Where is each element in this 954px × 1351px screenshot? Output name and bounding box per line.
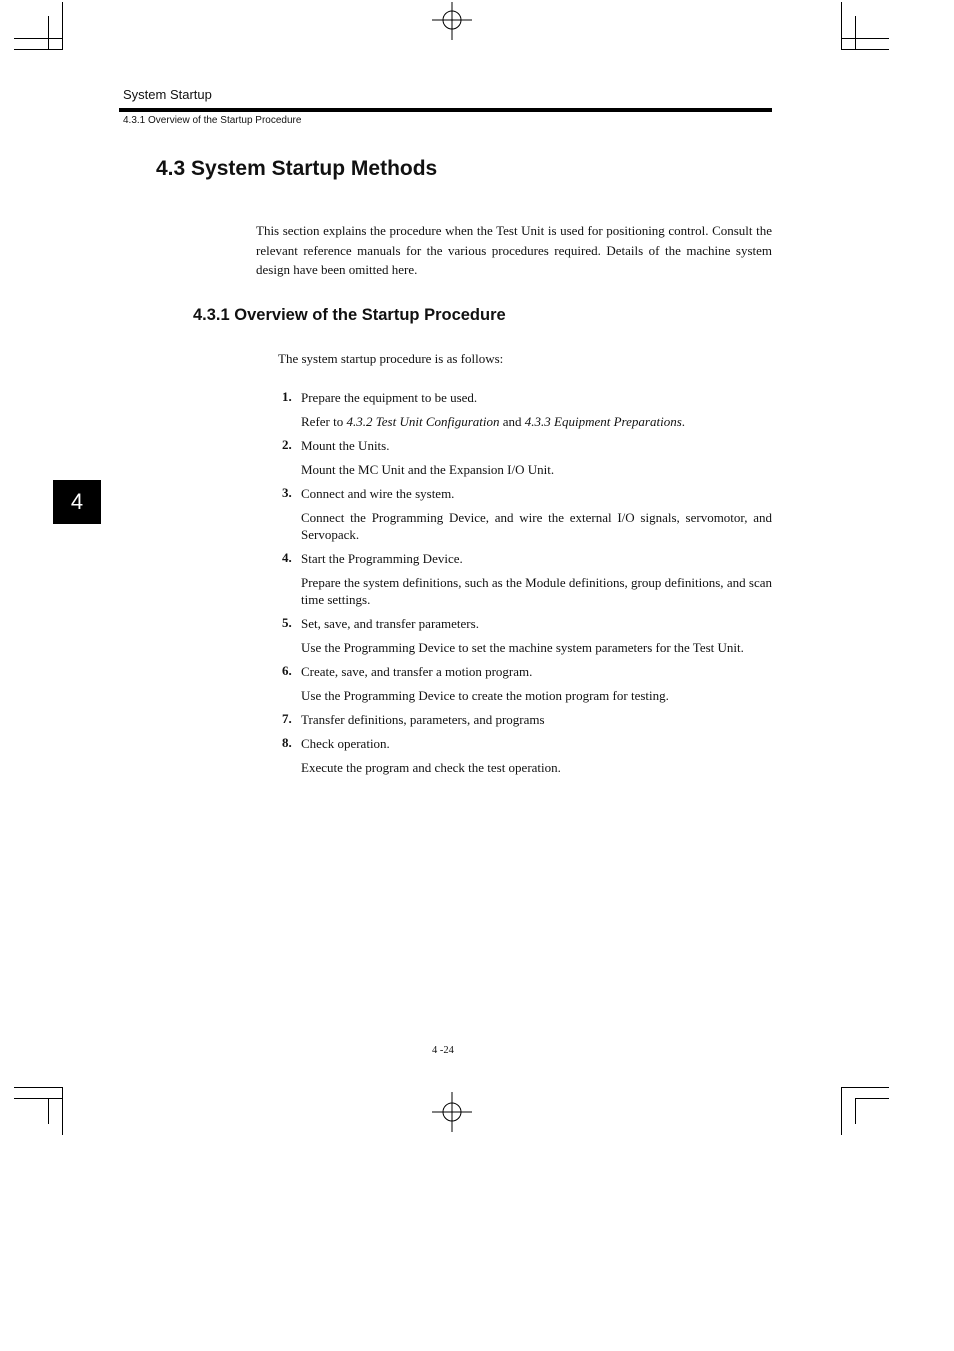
procedure-lead: The system startup procedure is as follows: [278,351,504,366]
list-item [278,485,772,543]
step-number: 6. [282,663,292,678]
step-text: Mount the Units. [301,438,390,453]
list-item [278,437,772,478]
step-number: 5. [282,615,292,630]
step-detail-mid: and [499,414,525,429]
step-text: Connect and wire the system. [301,486,455,501]
step-text: Prepare the equipment to be used. [301,390,478,405]
header-rule [119,108,772,112]
step-detail [301,413,772,430]
step-number: 2. [282,437,292,452]
list-item [278,550,772,608]
step-detail: Use the Programming Device to set the machine system parameters for the Test Unit. [301,640,744,655]
step-detail: Connect the Programming Device, and wire the external I/O signals, servomotor, and Servopack. [301,510,772,542]
step-detail-prefix: Refer to [301,414,347,429]
step-detail: Mount the MC Unit and the Expansion I/O Unit. [301,462,555,477]
step-number: 3. [282,485,292,500]
section-intro: This section explains the procedure when the Test Unit is used for positioning control. Consult the relevant reference manuals for the various procedures required. Details of the machine system design have been omitted here. [256,223,772,277]
registration-mark-bottom [432,1092,472,1132]
step-detail: Prepare the system definitions, such as the Module definitions, group definitions, and scan time settings. [301,575,772,607]
step-text: Transfer definitions, parameters, and programs [301,712,545,727]
step-number: 7. [282,711,292,726]
running-header-title: System Startup [123,87,212,102]
step-number: 4. [282,550,292,565]
running-header-subtitle: 4.3.1 Overview of the Startup Procedure [123,115,302,126]
section-title: 4.3 System Startup Methods [156,157,438,180]
cross-reference-link[interactable]: 4.3.3 Equipment Preparations [524,414,682,429]
procedure-steps [278,389,772,783]
subsection-title: 4.3.1 Overview of the Startup Procedure [193,306,506,324]
step-text: Create, save, and transfer a motion program. [301,664,533,679]
list-item [278,711,772,728]
page-number: 4 -24 [432,1045,454,1056]
step-detail: Execute the program and check the test operation. [301,760,561,775]
step-text: Set, save, and transfer parameters. [301,616,479,631]
step-number: 8. [282,735,292,750]
step-detail-suffix: . [681,414,685,429]
step-number: 1. [282,389,292,404]
list-item [278,615,772,656]
cross-reference-link[interactable]: 4.3.2 Test Unit Configuration [346,414,500,429]
step-text: Start the Programming Device. [301,551,463,566]
list-item [278,389,772,430]
step-text: Check operation. [301,736,390,751]
registration-mark-top [432,0,472,40]
list-item [278,735,772,776]
list-item [278,663,772,704]
chapter-tab: 4 [53,480,101,524]
step-detail: Use the Programming Device to create the motion program for testing. [301,688,669,703]
